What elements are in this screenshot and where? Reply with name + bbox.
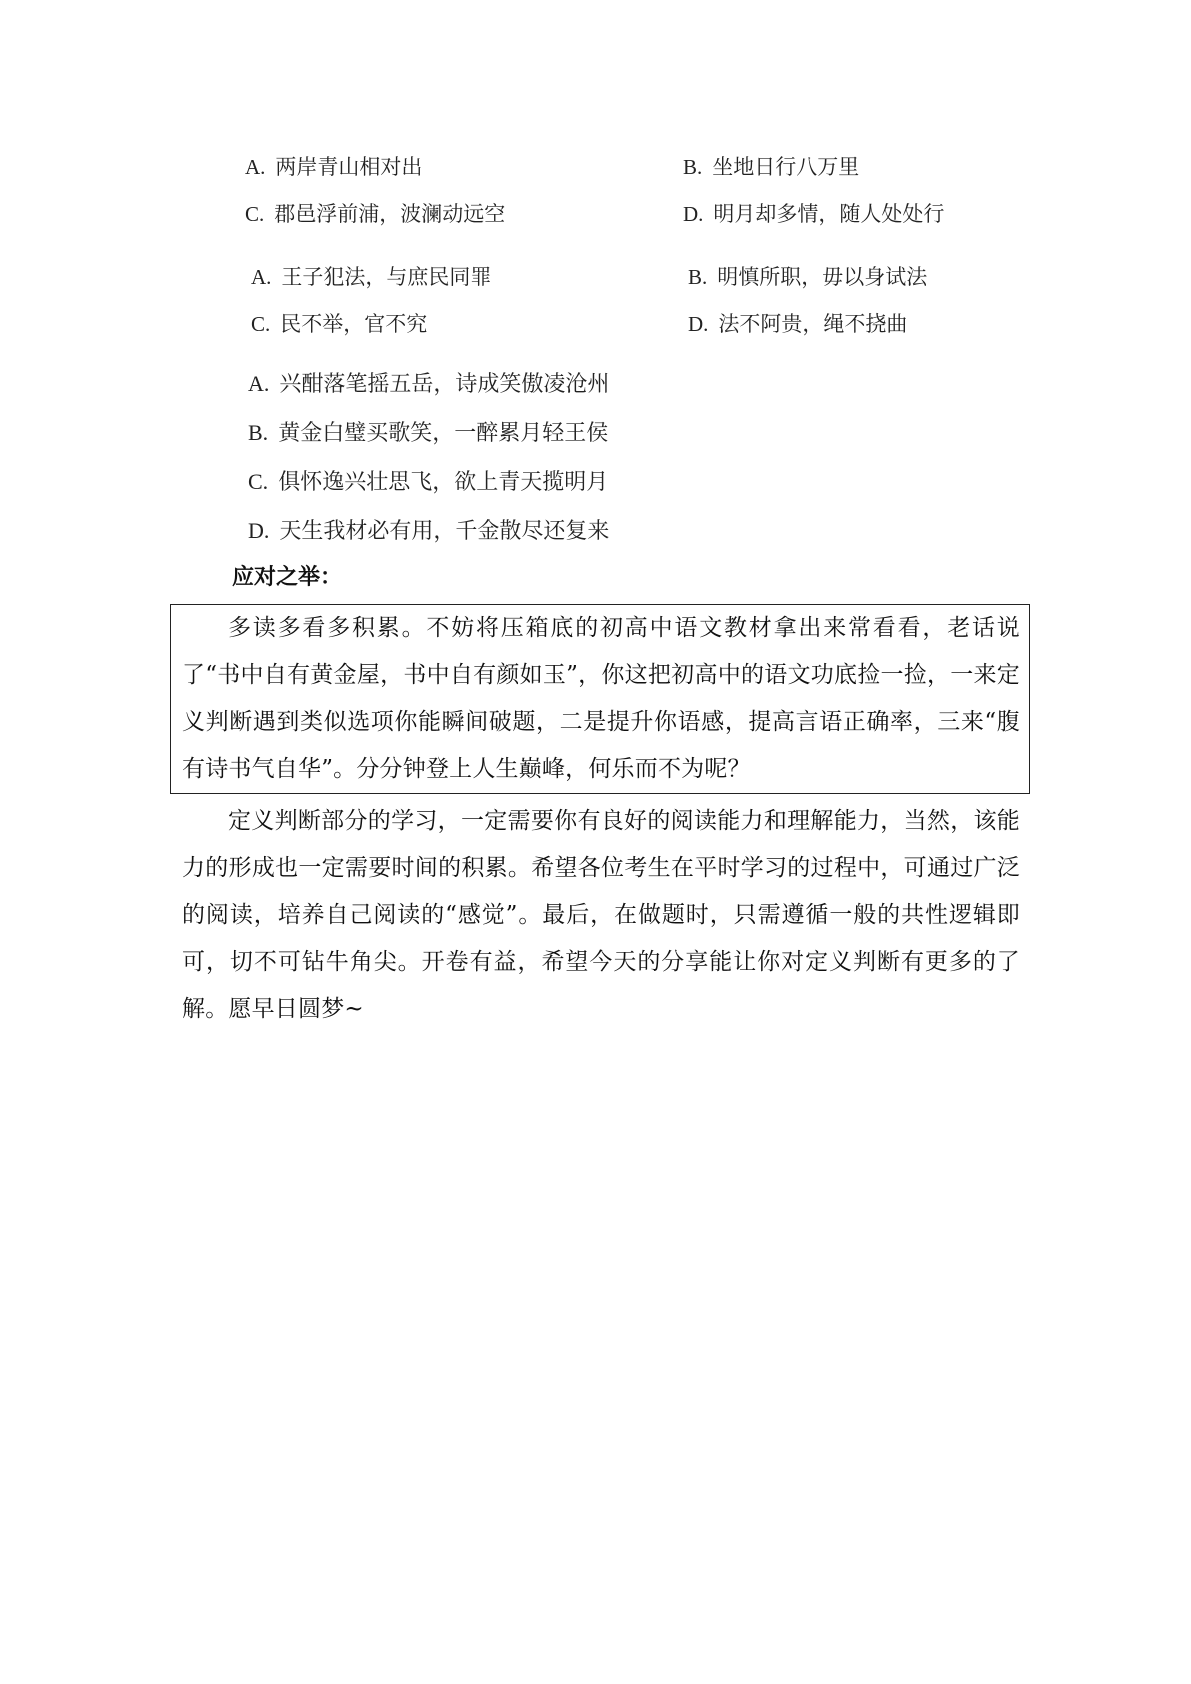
q3-option-d-text: 天生我材必有用，千金散尽还复来	[279, 519, 610, 544]
q1-option-b	[683, 152, 859, 182]
tip-box-text: 多读多看多积累。不妨将压箱底的初高中语文教材拿出来常看看，老话说了“书中自有黄金屋，书中自有颜如玉”，你这把初高中的语文功底捡一捡，一来定义判断遇到类似选项你能瞬间破题，二是提升你语感，提高言语正确率，三来“腹有诗书气自华”。分分钟登上人生巅峰，何乐而不为呢？	[182, 615, 1020, 782]
q2-option-c-label: C.	[251, 312, 271, 336]
q2-option-b	[688, 262, 927, 292]
q2-option-d-text: 法不阿贵，绳不挠曲	[718, 312, 908, 336]
q1-option-a	[245, 152, 422, 182]
q3-option-b	[248, 418, 608, 449]
q3-option-d-label: D.	[248, 518, 270, 543]
q3-option-b-label: B.	[248, 420, 269, 445]
q2-option-b-label: B.	[688, 265, 708, 289]
q2-option-a	[251, 262, 491, 292]
q1-option-a-text: 两岸青山相对出	[275, 155, 423, 179]
q2-option-a-label: A.	[251, 265, 272, 289]
q1-option-c-label: C.	[245, 202, 265, 226]
q2-option-c-text: 民不举，官不究	[280, 312, 428, 336]
q3-option-c-label: C.	[248, 469, 269, 494]
q2-option-c	[251, 309, 427, 339]
q2-option-b-text: 明慎所职，毋以身试法	[717, 265, 928, 289]
q3-option-a-text: 兴酣落笔摇五岳，诗成笑傲凌沧州	[279, 372, 610, 397]
q1-option-d-label: D.	[683, 202, 704, 226]
q3-option-b-text: 黄金白璧买歌笑，一醉累月轻王侯	[278, 421, 609, 446]
q1-option-d-text: 明月却多情，随人处处行	[713, 202, 945, 226]
q3-option-c-text: 俱怀逸兴壮思飞，欲上青天揽明月	[278, 470, 609, 495]
q1-option-b-label: B.	[683, 155, 703, 179]
q2-option-a-text: 王子犯法，与庶民同罪	[281, 265, 492, 289]
q1-option-d	[683, 199, 944, 229]
q3-option-a	[248, 369, 609, 400]
section-heading: 应对之举：	[232, 564, 343, 590]
q1-option-a-label: A.	[245, 155, 266, 179]
q1-option-c	[245, 199, 505, 229]
q2-option-d-label: D.	[688, 312, 709, 336]
q1-option-c-text: 郡邑浮前浦，波澜动远空	[274, 202, 506, 226]
closing-paragraph: 定义判断部分的学习，一定需要你有良好的阅读能力和理解能力，当然，该能力的形成也一定需要时间的积累。希望各位考生在平时学习的过程中，可通过广泛的阅读，培养自己阅读的“感觉”。最后，在做题时，只需遵循一般的共性逻辑即可，切不可钻牛角尖。开卷有益，希望今天的分享能让你对定义判断有更多的了解。愿早日圆梦~	[182, 808, 1020, 1022]
q3-option-c	[248, 467, 608, 498]
q3-option-d	[248, 516, 609, 547]
q3-option-a-label: A.	[248, 371, 270, 396]
q2-option-d	[688, 309, 907, 339]
q1-option-b-text: 坐地日行八万里	[712, 155, 860, 179]
